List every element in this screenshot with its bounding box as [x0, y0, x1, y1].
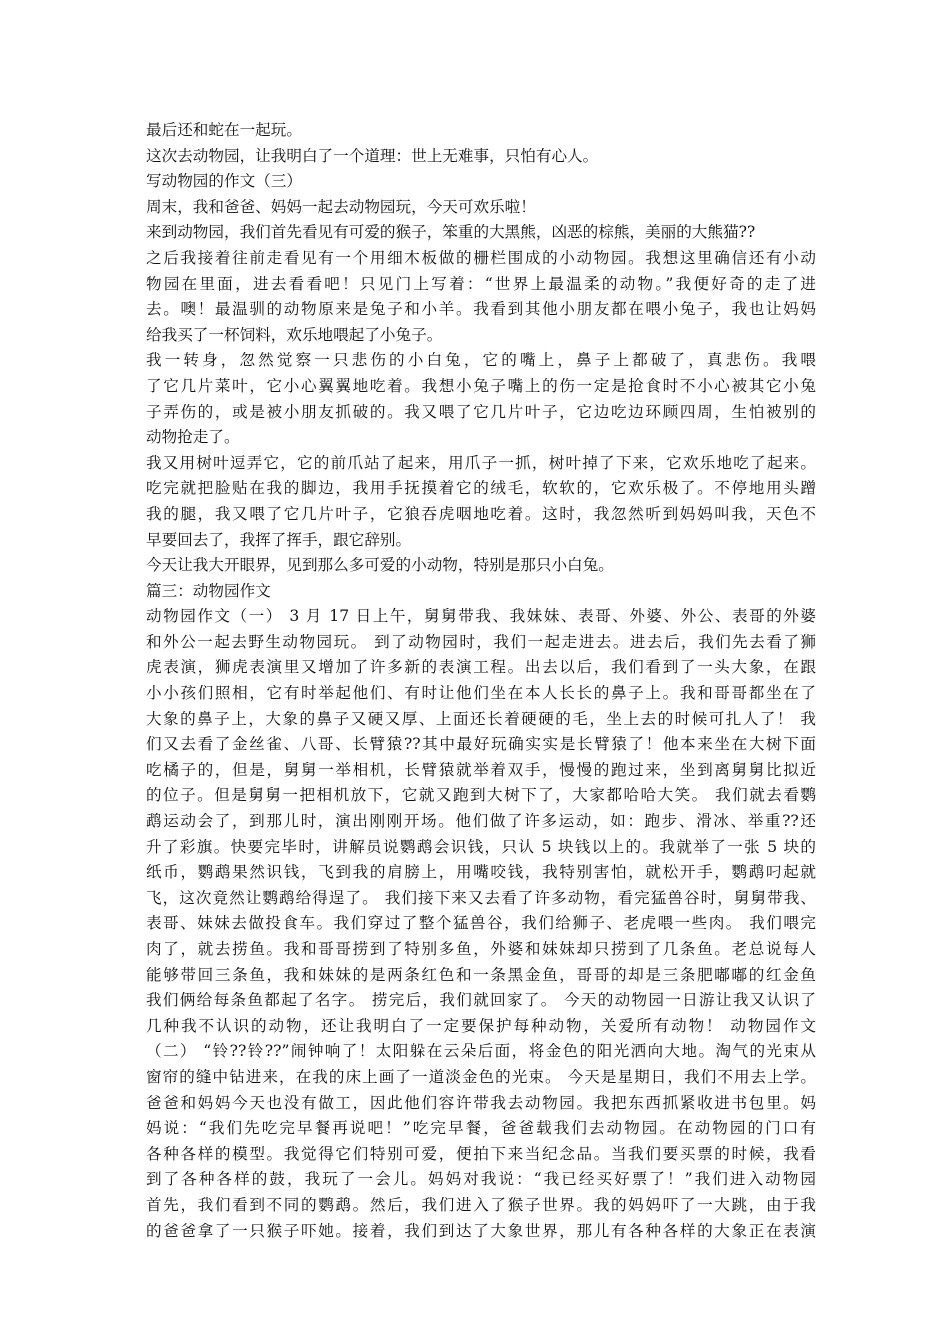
text-line: 的位子。但是舅舅一把相机放下，它就又跑到大树下了，大家都哈哈大笑。 我们就去看鹦 — [146, 786, 816, 805]
text-line: 动物抢走了。 — [146, 428, 240, 447]
text-line: 吃完就把脸贴在我的脚边，我用手抚摸着它的绒毛，软软的，它欢乐极了。不停地用头蹭 — [146, 479, 816, 498]
text-line: 子弄伤的，或是被小朋友抓破的。我又喂了它几片叶子，它边吃边环顾四周，生怕被别的 — [146, 402, 816, 421]
text-line: 去。噢！最温驯的动物原来是兔子和小羊。我看到其他小朋友都在喂小兔子，我也让妈妈 — [146, 300, 816, 319]
text-line: 虎表演，狮虎表演里又增加了许多新的表演工程。出去以后，我们看到了一头大象，在跟 — [146, 658, 816, 677]
text-line: 给我买了一杯饲料，欢乐地喂起了小兔子。 — [146, 325, 443, 344]
text-line: 妈说：“我们先吃完早餐再说吧！”吃完早餐，爸爸载我们去动物园。在动物园的门口有 — [146, 1119, 816, 1138]
text-line: 各种各样的模型。我觉得它们特别可爱，便拍下来当纪念品。当我们要买票的时候，我看 — [146, 1144, 816, 1163]
text-line: 的爸爸拿了一只猴子吓她。接着，我们到达了大象世界，那儿有各种各样的大象正在表演 — [146, 1221, 816, 1240]
text-line: 来到动物园，我们首先看见有可爱的猴子，笨重的大黑熊，凶恶的棕熊，美丽的大熊猫?? — [146, 223, 756, 242]
document-page — [146, 118, 816, 1244]
text-line: 我又用树叶逗弄它，它的前爪站了起来，用爪子一抓，树叶掉了下来，它欢乐地吃了起来。 — [146, 453, 816, 472]
text-line: 今天让我大开眼界，见到那么多可爱的小动物，特别是那只小白兔。 — [146, 556, 614, 575]
text-line: 早要回去了，我挥了挥手，跟它辞别。 — [146, 530, 412, 549]
text-line: 爸爸和妈妈今天也没有做工，因此他们容许带我去动物园。我把东西抓紧收进书包里。妈 — [146, 1093, 816, 1112]
text-line: 物园在里面，进去看看吧！只见门上写着：“世界上最温柔的动物。”我便好奇的走了进 — [146, 274, 816, 293]
text-line: 动物园作文（一） 3 月 17 日上午，舅舅带我、我妹妹、表哥、外婆、外公、表哥的外婆 — [146, 607, 816, 626]
text-line: 窗帘的缝中钻进来，在我的床上画了一道淡金色的光束。 今天是星期日，我们不用去上学。 — [146, 1067, 816, 1086]
text-line: 和外公一起去野生动物园玩。 到了动物园时，我们一起走进去。进去后，我们先去看了狮 — [146, 632, 816, 651]
text-line: （二） “铃??铃??”闹钟响了！太阳躲在云朵后面，将金色的阳光洒向大地。淘气的光束从 — [146, 1042, 816, 1061]
text-line: 最后还和蛇在一起玩。 — [146, 121, 302, 139]
text-line: 升了彩旗。快要完毕时，讲解员说鹦鹉会识钱，只认 5 块钱以上的。我就举了一张 5 块的 — [146, 837, 816, 856]
text-line: 几种我不认识的动物，还让我明白了一定要保护每种动物，关爱所有动物！ 动物园作文 — [146, 1016, 816, 1035]
text-line: 周末，我和爸爸、妈妈一起去动物园玩，今天可欢乐啦！ — [146, 197, 536, 216]
text-line: 鹉运动会了，到那儿时，演出刚刚开场。他们做了许多运动，如：跑步、滑冰、举重??还 — [146, 812, 816, 831]
text-line: 能够带回三条鱼，我和妹妹的是两条红色和一条黑金鱼，哥哥的却是三条肥嘟嘟的红金鱼 — [146, 965, 816, 984]
text-line: 我的腿，我又喂了它几片叶子，它狼吞虎咽地吃着。这时，我忽然听到妈妈叫我，天色不 — [146, 504, 816, 523]
text-line: 小小孩们照相，它有时举起他们、有时让他们坐在本人长长的鼻子上。我和哥哥都坐在了 — [146, 684, 816, 703]
text-line: 写动物园的作文（三） — [146, 172, 302, 191]
text-line: 们又去看了金丝雀、八哥、长臂猿??其中最好玩确实实是长臂猿了！他本来坐在大树下面 — [146, 735, 816, 754]
text-line: 吃橘子的，但是，舅舅一举相机，长臂猿就举着双手，慢慢的跑过来，坐到离舅舅比拟近 — [146, 760, 816, 779]
text-line: 表哥、妹妹去做投食车。我们穿过了整个猛兽谷，我们给狮子、老虎喂一些肉。 我们喂完 — [146, 914, 816, 933]
text-line: 首先，我们看到不同的鹦鹉。然后，我们进入了猴子世界。我的妈妈吓了一大跳，由于我 — [146, 1195, 816, 1214]
text-line: 篇三：动物园作文 — [146, 581, 271, 600]
text-line: 大象的鼻子上，大象的鼻子又硬又厚、上面还长着硬硬的毛，坐上去的时候可扎人了！ 我 — [146, 709, 816, 728]
text-line: 肉了，就去捞鱼。我和哥哥捞到了特别多鱼，外婆和妹妹却只捞到了几条鱼。老总说每人 — [146, 940, 816, 958]
text-line: 我一转身，忽然觉察一只悲伤的小白兔，它的嘴上，鼻子上都破了，真悲伤。我喂 — [146, 351, 816, 370]
text-line: 飞，这次竟然让鹦鹉给得逞了。 我们接下来又去看了许多动物，看完猛兽谷时，舅舅带我、 — [146, 888, 816, 907]
text-line: 纸币，鹦鹉果然识钱，飞到我的肩膀上，用嘴咬钱，我特别害怕，就松开手，鹦鹉叼起就 — [146, 863, 816, 882]
text-line: 到了各种各样的鼓，我玩了一会儿。妈妈对我说：“我已经买好票了！”我们进入动物园 — [146, 1170, 816, 1189]
text-line: 这次去动物园，让我明白了一个道理：世上无难事，只怕有心人。 — [146, 146, 599, 165]
text-line: 之后我接着往前走看见有一个用细木板做的栅栏围成的小动物园。我想这里确信还有小动 — [146, 248, 816, 267]
text-line: 了它几片菜叶，它小心翼翼地吃着。我想小兔子嘴上的伤一定是抢食时不小心被其它小兔 — [146, 376, 816, 395]
text-line: 我们俩给每条鱼都起了名字。 捞完后，我们就回家了。 今天的动物园一日游让我又认识了 — [146, 991, 816, 1010]
